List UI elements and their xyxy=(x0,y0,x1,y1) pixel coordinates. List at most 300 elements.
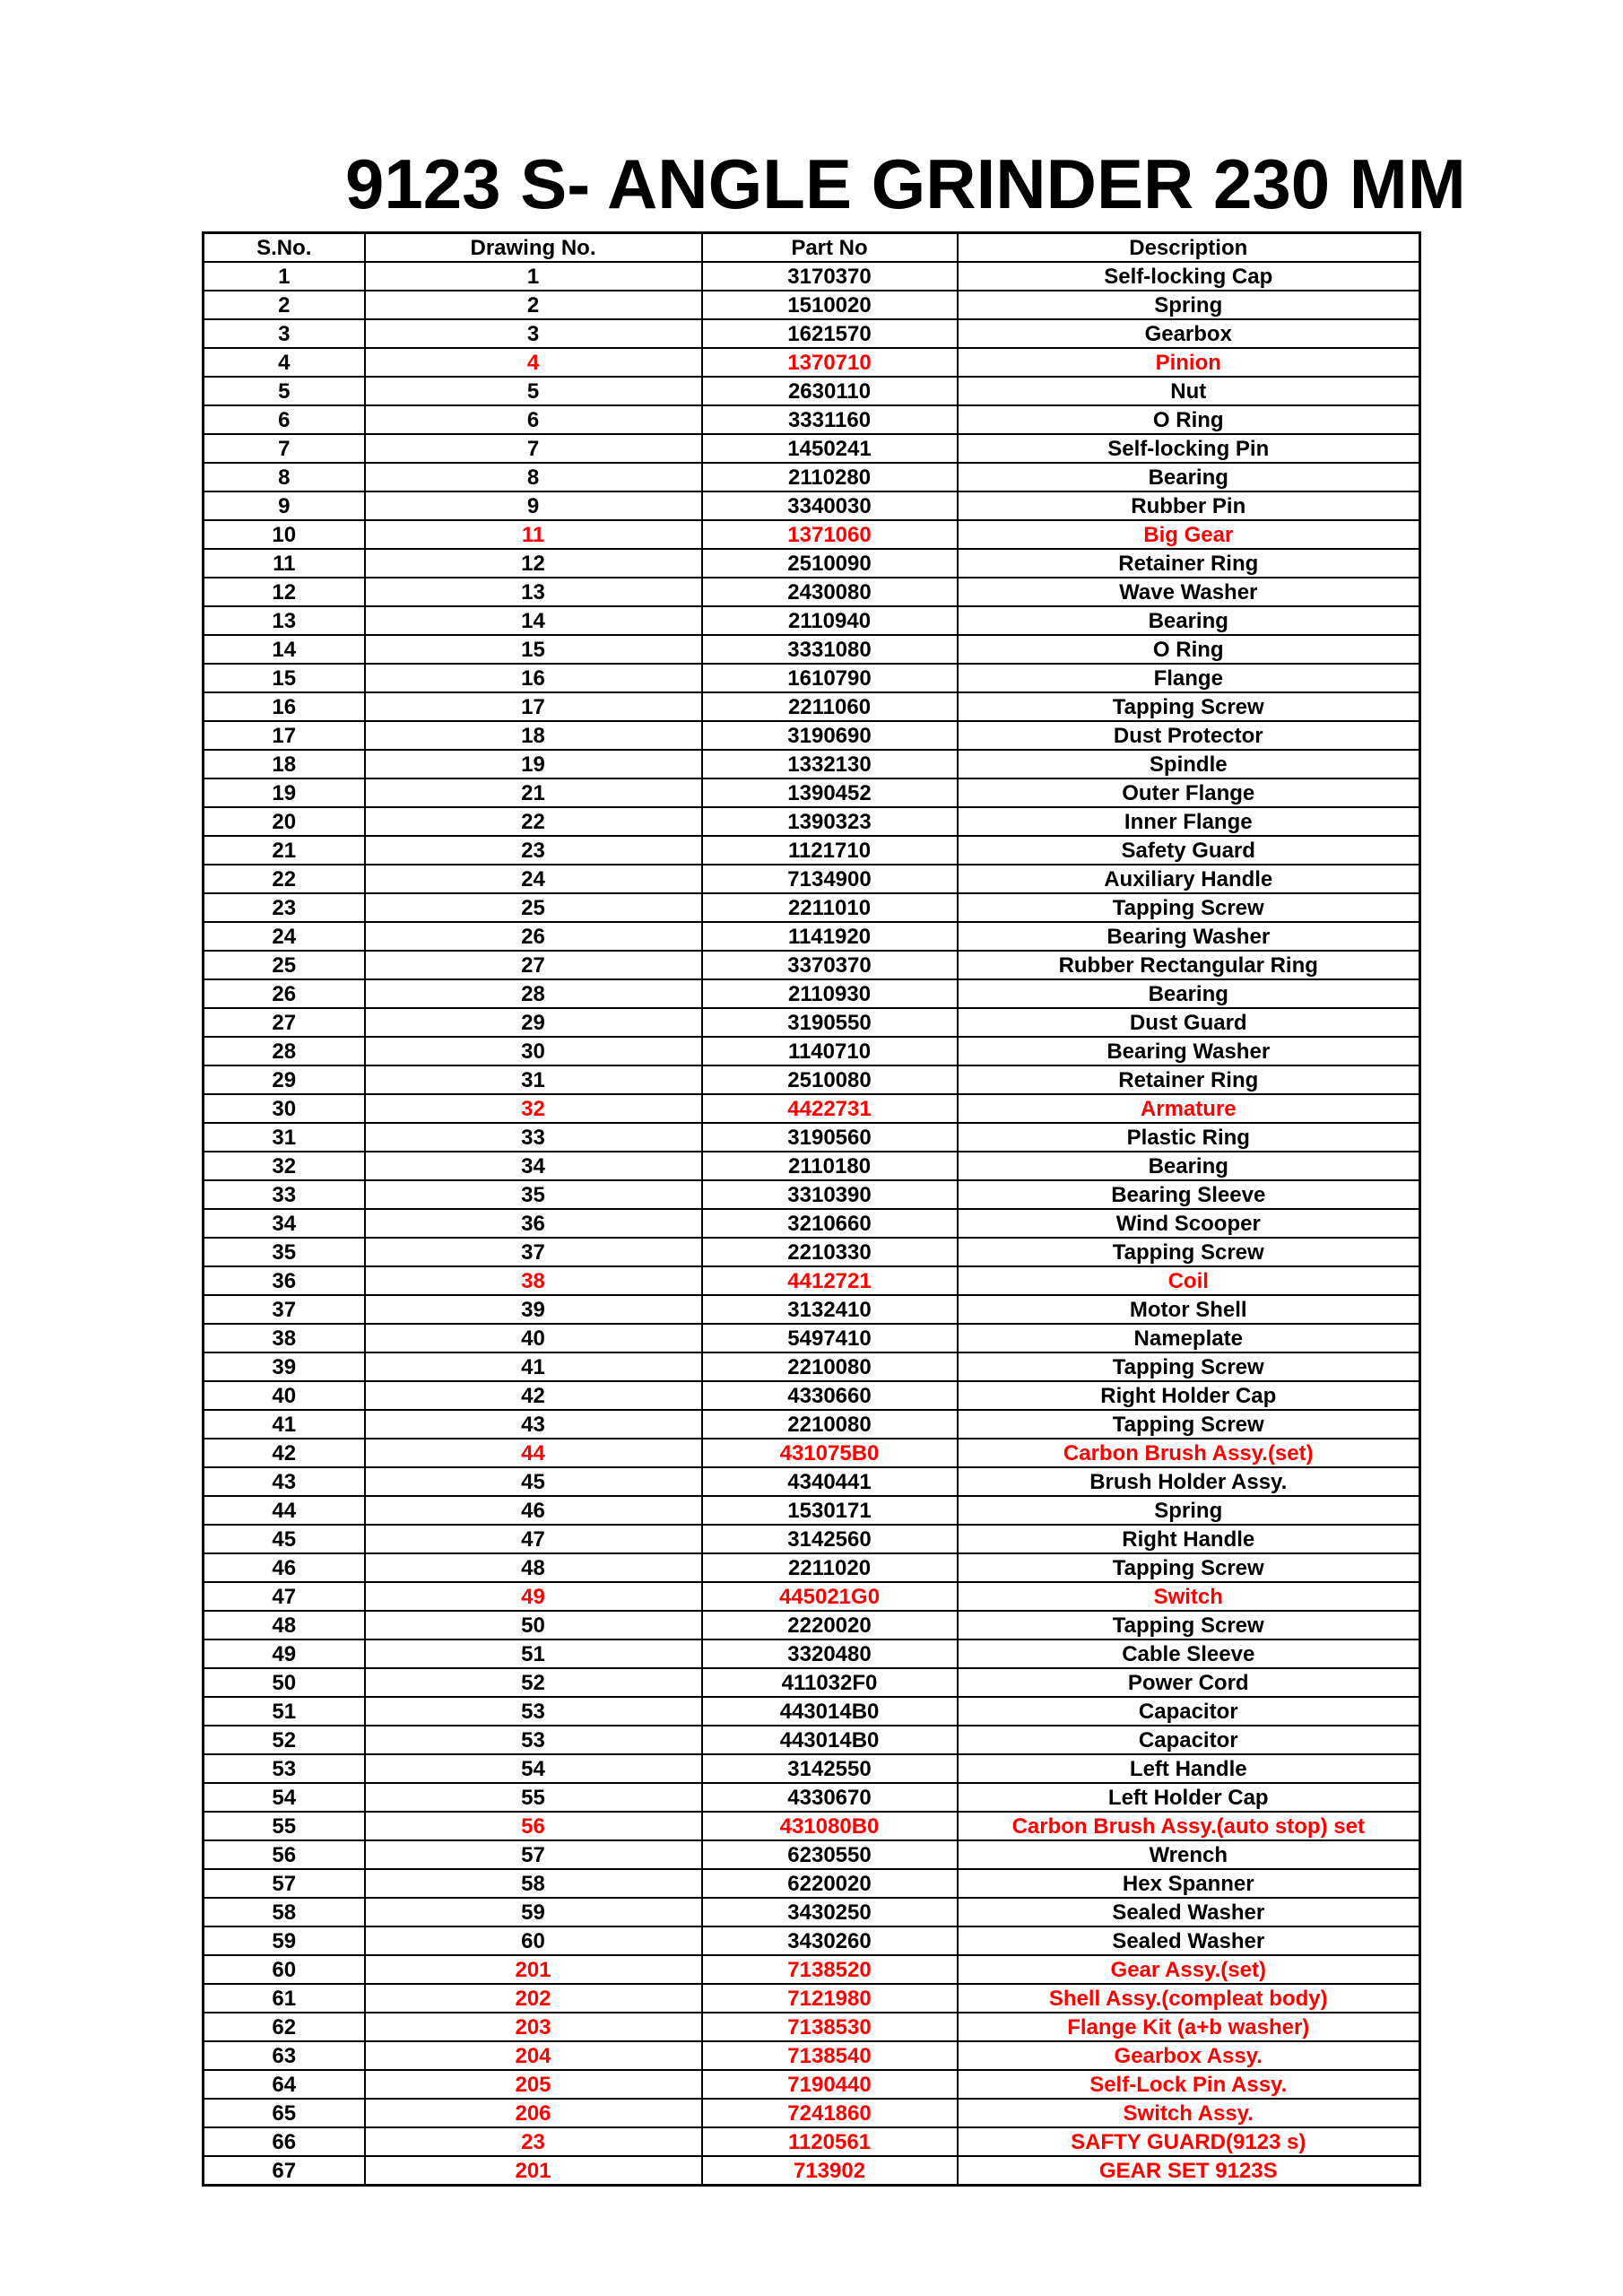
table-row xyxy=(204,1123,1420,1152)
cell-drawing-no: 49 xyxy=(365,1582,702,1611)
cell-description: Carbon Brush Assy.(auto stop) set xyxy=(958,1812,1420,1840)
cell-drawing-no: 203 xyxy=(365,2013,702,2041)
cell-part-no: 1140710 xyxy=(702,1037,958,1065)
table-row xyxy=(204,491,1420,520)
cell-part-no: 4422731 xyxy=(702,1094,958,1123)
table-row xyxy=(204,1037,1420,1065)
table-row xyxy=(204,2127,1420,2156)
cell-description: Self-locking Cap xyxy=(958,262,1420,291)
cell-sno: 12 xyxy=(204,578,365,606)
table-row xyxy=(204,434,1420,463)
cell-sno: 9 xyxy=(204,491,365,520)
cell-part-no: 7138530 xyxy=(702,2013,958,2041)
cell-part-no: 2211010 xyxy=(702,893,958,922)
cell-drawing-no: 9 xyxy=(365,491,702,520)
cell-drawing-no: 58 xyxy=(365,1869,702,1898)
cell-drawing-no: 204 xyxy=(365,2041,702,2070)
cell-part-no: 3190690 xyxy=(702,721,958,750)
cell-description: Power Cord xyxy=(958,1668,1420,1697)
table-row xyxy=(204,721,1420,750)
cell-drawing-no: 3 xyxy=(365,319,702,348)
cell-description: Right Handle xyxy=(958,1525,1420,1553)
cell-drawing-no: 50 xyxy=(365,1611,702,1639)
cell-sno: 55 xyxy=(204,1812,365,1840)
cell-description: Bearing xyxy=(958,606,1420,635)
table-row xyxy=(204,1783,1420,1812)
cell-sno: 7 xyxy=(204,434,365,463)
cell-part-no: 6230550 xyxy=(702,1840,958,1869)
cell-sno: 50 xyxy=(204,1668,365,1697)
cell-description: Gearbox Assy. xyxy=(958,2041,1420,2070)
table-row xyxy=(204,1467,1420,1496)
table-row xyxy=(204,951,1420,979)
table-row xyxy=(204,1324,1420,1352)
cell-part-no: 3132410 xyxy=(702,1295,958,1324)
cell-drawing-no: 5 xyxy=(365,377,702,405)
cell-part-no: 2110930 xyxy=(702,979,958,1008)
cell-part-no: 445021G0 xyxy=(702,1582,958,1611)
cell-sno: 49 xyxy=(204,1639,365,1668)
cell-description: Spring xyxy=(958,291,1420,319)
cell-sno: 61 xyxy=(204,1984,365,2013)
table-row xyxy=(204,979,1420,1008)
cell-part-no: 1510020 xyxy=(702,291,958,319)
cell-part-no: 2510090 xyxy=(702,549,958,578)
cell-part-no: 2110280 xyxy=(702,463,958,491)
cell-drawing-no: 13 xyxy=(365,578,702,606)
cell-part-no: 2110180 xyxy=(702,1152,958,1180)
cell-part-no: 7241860 xyxy=(702,2099,958,2127)
cell-sno: 10 xyxy=(204,520,365,549)
cell-part-no: 2210080 xyxy=(702,1410,958,1439)
cell-part-no: 4340441 xyxy=(702,1467,958,1496)
cell-drawing-no: 38 xyxy=(365,1266,702,1295)
cell-description: Gear Assy.(set) xyxy=(958,1955,1420,1984)
cell-description: Retainer Ring xyxy=(958,549,1420,578)
cell-sno: 52 xyxy=(204,1726,365,1754)
cell-drawing-no: 16 xyxy=(365,664,702,692)
table-row xyxy=(204,1295,1420,1324)
cell-drawing-no: 43 xyxy=(365,1410,702,1439)
cell-part-no: 1332130 xyxy=(702,750,958,778)
cell-drawing-no: 35 xyxy=(365,1180,702,1209)
table-row xyxy=(204,922,1420,951)
cell-part-no: 443014B0 xyxy=(702,1697,958,1726)
cell-part-no: 2110940 xyxy=(702,606,958,635)
cell-drawing-no: 47 xyxy=(365,1525,702,1553)
cell-part-no: 1390323 xyxy=(702,807,958,836)
cell-drawing-no: 19 xyxy=(365,750,702,778)
cell-part-no: 7190440 xyxy=(702,2070,958,2099)
cell-sno: 34 xyxy=(204,1209,365,1238)
cell-drawing-no: 33 xyxy=(365,1123,702,1152)
cell-sno: 48 xyxy=(204,1611,365,1639)
table-row xyxy=(204,1812,1420,1840)
cell-description: Bearing Sleeve xyxy=(958,1180,1420,1209)
cell-description: Self-locking Pin xyxy=(958,434,1420,463)
table-row xyxy=(204,2013,1420,2041)
cell-description: Capacitor xyxy=(958,1726,1420,1754)
cell-part-no: 4412721 xyxy=(702,1266,958,1295)
cell-sno: 29 xyxy=(204,1065,365,1094)
cell-description: Retainer Ring xyxy=(958,1065,1420,1094)
cell-drawing-no: 27 xyxy=(365,951,702,979)
cell-part-no: 431080B0 xyxy=(702,1812,958,1840)
cell-drawing-no: 30 xyxy=(365,1037,702,1065)
cell-drawing-no: 6 xyxy=(365,405,702,434)
cell-sno: 13 xyxy=(204,606,365,635)
cell-drawing-no: 25 xyxy=(365,893,702,922)
cell-part-no: 431075B0 xyxy=(702,1439,958,1467)
cell-part-no: 2211060 xyxy=(702,692,958,721)
cell-part-no: 3190560 xyxy=(702,1123,958,1152)
cell-part-no: 1610790 xyxy=(702,664,958,692)
cell-drawing-no: 205 xyxy=(365,2070,702,2099)
cell-drawing-no: 21 xyxy=(365,778,702,807)
table-row xyxy=(204,1611,1420,1639)
cell-part-no: 411032F0 xyxy=(702,1668,958,1697)
table-row xyxy=(204,1553,1420,1582)
table-row xyxy=(204,1094,1420,1123)
cell-sno: 41 xyxy=(204,1410,365,1439)
cell-description: Brush Holder Assy. xyxy=(958,1467,1420,1496)
cell-sno: 4 xyxy=(204,348,365,377)
table-row xyxy=(204,1180,1420,1209)
cell-sno: 64 xyxy=(204,2070,365,2099)
table-row xyxy=(204,1410,1420,1439)
cell-part-no: 713902 xyxy=(702,2156,958,2186)
cell-drawing-no: 32 xyxy=(365,1094,702,1123)
cell-part-no: 2211020 xyxy=(702,1553,958,1582)
cell-description: Tapping Screw xyxy=(958,893,1420,922)
table-row xyxy=(204,750,1420,778)
cell-part-no: 3331160 xyxy=(702,405,958,434)
cell-description: Spring xyxy=(958,1496,1420,1525)
table-row xyxy=(204,319,1420,348)
cell-sno: 2 xyxy=(204,291,365,319)
table-row xyxy=(204,807,1420,836)
cell-part-no: 3320480 xyxy=(702,1639,958,1668)
cell-sno: 19 xyxy=(204,778,365,807)
header-part-no: Part No xyxy=(702,233,958,263)
table-row xyxy=(204,1754,1420,1783)
cell-sno: 47 xyxy=(204,1582,365,1611)
table-row xyxy=(204,2041,1420,2070)
cell-drawing-no: 26 xyxy=(365,922,702,951)
cell-sno: 54 xyxy=(204,1783,365,1812)
table-header-row xyxy=(204,233,1420,263)
cell-drawing-no: 201 xyxy=(365,1955,702,1984)
cell-drawing-no: 53 xyxy=(365,1726,702,1754)
cell-drawing-no: 34 xyxy=(365,1152,702,1180)
cell-sno: 51 xyxy=(204,1697,365,1726)
cell-part-no: 3370370 xyxy=(702,951,958,979)
cell-description: Motor Shell xyxy=(958,1295,1420,1324)
cell-drawing-no: 24 xyxy=(365,865,702,893)
cell-sno: 22 xyxy=(204,865,365,893)
cell-part-no: 3331080 xyxy=(702,635,958,664)
cell-drawing-no: 8 xyxy=(365,463,702,491)
table-row xyxy=(204,1697,1420,1726)
cell-drawing-no: 7 xyxy=(365,434,702,463)
table-row xyxy=(204,1008,1420,1037)
cell-sno: 32 xyxy=(204,1152,365,1180)
cell-sno: 8 xyxy=(204,463,365,491)
cell-sno: 30 xyxy=(204,1094,365,1123)
cell-sno: 1 xyxy=(204,262,365,291)
table-body xyxy=(204,262,1420,2186)
cell-drawing-no: 202 xyxy=(365,1984,702,2013)
cell-sno: 60 xyxy=(204,1955,365,1984)
cell-sno: 28 xyxy=(204,1037,365,1065)
cell-description: Armature xyxy=(958,1094,1420,1123)
cell-description: Dust Protector xyxy=(958,721,1420,750)
cell-sno: 5 xyxy=(204,377,365,405)
cell-sno: 3 xyxy=(204,319,365,348)
cell-sno: 11 xyxy=(204,549,365,578)
table-row xyxy=(204,606,1420,635)
header-description: Description xyxy=(958,233,1420,263)
cell-part-no: 1621570 xyxy=(702,319,958,348)
cell-part-no: 3142550 xyxy=(702,1754,958,1783)
cell-description: Bearing xyxy=(958,1152,1420,1180)
cell-sno: 42 xyxy=(204,1439,365,1467)
cell-description: Nameplate xyxy=(958,1324,1420,1352)
cell-drawing-no: 28 xyxy=(365,979,702,1008)
cell-description: Spindle xyxy=(958,750,1420,778)
cell-sno: 62 xyxy=(204,2013,365,2041)
cell-part-no: 3430260 xyxy=(702,1926,958,1955)
cell-part-no: 5497410 xyxy=(702,1324,958,1352)
cell-description: Outer Flange xyxy=(958,778,1420,807)
cell-description: Tapping Screw xyxy=(958,1410,1420,1439)
cell-part-no: 2430080 xyxy=(702,578,958,606)
cell-part-no: 2220020 xyxy=(702,1611,958,1639)
cell-description: Gearbox xyxy=(958,319,1420,348)
cell-description: Carbon Brush Assy.(set) xyxy=(958,1439,1420,1467)
table-row xyxy=(204,463,1420,491)
table-row xyxy=(204,635,1420,664)
cell-drawing-no: 17 xyxy=(365,692,702,721)
table-row xyxy=(204,1726,1420,1754)
table-row xyxy=(204,1898,1420,1926)
cell-drawing-no: 37 xyxy=(365,1238,702,1266)
table-row xyxy=(204,836,1420,865)
cell-description: Shell Assy.(compleat body) xyxy=(958,1984,1420,2013)
cell-sno: 67 xyxy=(204,2156,365,2186)
cell-sno: 23 xyxy=(204,893,365,922)
cell-description: Pinion xyxy=(958,348,1420,377)
cell-drawing-no: 2 xyxy=(365,291,702,319)
cell-description: Self-Lock Pin Assy. xyxy=(958,2070,1420,2099)
cell-part-no: 1390452 xyxy=(702,778,958,807)
cell-drawing-no: 56 xyxy=(365,1812,702,1840)
cell-sno: 46 xyxy=(204,1553,365,1582)
parts-table xyxy=(202,231,1421,2187)
cell-drawing-no: 4 xyxy=(365,348,702,377)
cell-description: Bearing xyxy=(958,979,1420,1008)
cell-drawing-no: 12 xyxy=(365,549,702,578)
cell-sno: 65 xyxy=(204,2099,365,2127)
cell-drawing-no: 60 xyxy=(365,1926,702,1955)
cell-description: Capacitor xyxy=(958,1697,1420,1726)
cell-sno: 66 xyxy=(204,2127,365,2156)
cell-description: Flange Kit (a+b washer) xyxy=(958,2013,1420,2041)
cell-description: Wave Washer xyxy=(958,578,1420,606)
cell-description: Wrench xyxy=(958,1840,1420,1869)
cell-sno: 43 xyxy=(204,1467,365,1496)
cell-drawing-no: 39 xyxy=(365,1295,702,1324)
cell-drawing-no: 59 xyxy=(365,1898,702,1926)
cell-description: Sealed Washer xyxy=(958,1926,1420,1955)
cell-drawing-no: 14 xyxy=(365,606,702,635)
cell-description: Wind Scooper xyxy=(958,1209,1420,1238)
table-row xyxy=(204,1984,1420,2013)
cell-sno: 40 xyxy=(204,1381,365,1410)
cell-description: O Ring xyxy=(958,635,1420,664)
cell-sno: 59 xyxy=(204,1926,365,1955)
cell-drawing-no: 45 xyxy=(365,1467,702,1496)
cell-sno: 53 xyxy=(204,1754,365,1783)
table-row xyxy=(204,262,1420,291)
cell-sno: 16 xyxy=(204,692,365,721)
cell-part-no: 2210080 xyxy=(702,1352,958,1381)
table-row xyxy=(204,1238,1420,1266)
cell-description: SAFTY GUARD(9123 s) xyxy=(958,2127,1420,2156)
cell-part-no: 4330660 xyxy=(702,1381,958,1410)
cell-drawing-no: 29 xyxy=(365,1008,702,1037)
cell-drawing-no: 206 xyxy=(365,2099,702,2127)
cell-part-no: 1370710 xyxy=(702,348,958,377)
cell-description: Rubber Rectangular Ring xyxy=(958,951,1420,979)
cell-part-no: 1450241 xyxy=(702,434,958,463)
table-row xyxy=(204,865,1420,893)
table-row xyxy=(204,520,1420,549)
cell-description: Hex Spanner xyxy=(958,1869,1420,1898)
cell-sno: 24 xyxy=(204,922,365,951)
cell-part-no: 3430250 xyxy=(702,1898,958,1926)
cell-description: Dust Guard xyxy=(958,1008,1420,1037)
cell-description: Bearing xyxy=(958,463,1420,491)
cell-part-no: 7138520 xyxy=(702,1955,958,1984)
table-row xyxy=(204,405,1420,434)
cell-part-no: 1141920 xyxy=(702,922,958,951)
cell-description: Switch Assy. xyxy=(958,2099,1420,2127)
cell-description: Right Holder Cap xyxy=(958,1381,1420,1410)
cell-drawing-no: 48 xyxy=(365,1553,702,1582)
cell-part-no: 1120561 xyxy=(702,2127,958,2156)
table-row xyxy=(204,2156,1420,2186)
cell-part-no: 7121980 xyxy=(702,1984,958,2013)
table-row xyxy=(204,1381,1420,1410)
cell-sno: 20 xyxy=(204,807,365,836)
cell-description: Tapping Screw xyxy=(958,1238,1420,1266)
cell-part-no: 7134900 xyxy=(702,865,958,893)
cell-part-no: 2630110 xyxy=(702,377,958,405)
cell-part-no: 3210660 xyxy=(702,1209,958,1238)
cell-sno: 27 xyxy=(204,1008,365,1037)
cell-part-no: 2510080 xyxy=(702,1065,958,1094)
cell-part-no: 6220020 xyxy=(702,1869,958,1898)
cell-sno: 39 xyxy=(204,1352,365,1381)
cell-sno: 33 xyxy=(204,1180,365,1209)
cell-description: Auxiliary Handle xyxy=(958,865,1420,893)
table-row xyxy=(204,692,1420,721)
cell-sno: 36 xyxy=(204,1266,365,1295)
cell-drawing-no: 22 xyxy=(365,807,702,836)
cell-drawing-no: 23 xyxy=(365,2127,702,2156)
table-row xyxy=(204,1525,1420,1553)
cell-part-no: 2210330 xyxy=(702,1238,958,1266)
cell-description: Rubber Pin xyxy=(958,491,1420,520)
table-row xyxy=(204,2099,1420,2127)
cell-part-no: 3190550 xyxy=(702,1008,958,1037)
cell-description: O Ring xyxy=(958,405,1420,434)
table-row xyxy=(204,2070,1420,2099)
cell-sno: 21 xyxy=(204,836,365,865)
cell-sno: 18 xyxy=(204,750,365,778)
cell-drawing-no: 36 xyxy=(365,1209,702,1238)
cell-description: Coil xyxy=(958,1266,1420,1295)
table-row xyxy=(204,291,1420,319)
cell-sno: 6 xyxy=(204,405,365,434)
cell-sno: 17 xyxy=(204,721,365,750)
cell-description: Left Handle xyxy=(958,1754,1420,1783)
cell-drawing-no: 11 xyxy=(365,520,702,549)
cell-description: Flange xyxy=(958,664,1420,692)
cell-drawing-no: 44 xyxy=(365,1439,702,1467)
cell-sno: 15 xyxy=(204,664,365,692)
table-row xyxy=(204,1209,1420,1238)
cell-drawing-no: 42 xyxy=(365,1381,702,1410)
cell-sno: 31 xyxy=(204,1123,365,1152)
cell-description: Bearing Washer xyxy=(958,1037,1420,1065)
table-row xyxy=(204,1668,1420,1697)
table-row xyxy=(204,1582,1420,1611)
cell-description: Big Gear xyxy=(958,520,1420,549)
cell-drawing-no: 23 xyxy=(365,836,702,865)
cell-drawing-no: 53 xyxy=(365,1697,702,1726)
table-row xyxy=(204,1639,1420,1668)
cell-description: Bearing Washer xyxy=(958,922,1420,951)
cell-description: Tapping Screw xyxy=(958,1611,1420,1639)
cell-part-no: 7138540 xyxy=(702,2041,958,2070)
cell-drawing-no: 55 xyxy=(365,1783,702,1812)
cell-description: Cable Sleeve xyxy=(958,1639,1420,1668)
cell-part-no: 3340030 xyxy=(702,491,958,520)
cell-sno: 25 xyxy=(204,951,365,979)
cell-drawing-no: 46 xyxy=(365,1496,702,1525)
cell-sno: 56 xyxy=(204,1840,365,1869)
table-row xyxy=(204,1352,1420,1381)
table-row xyxy=(204,377,1420,405)
cell-part-no: 3142560 xyxy=(702,1525,958,1553)
cell-description: Safety Guard xyxy=(958,836,1420,865)
table-row xyxy=(204,893,1420,922)
table-row xyxy=(204,1152,1420,1180)
cell-part-no: 4330670 xyxy=(702,1783,958,1812)
cell-sno: 45 xyxy=(204,1525,365,1553)
cell-description: Switch xyxy=(958,1582,1420,1611)
table-row xyxy=(204,1266,1420,1295)
cell-sno: 58 xyxy=(204,1898,365,1926)
cell-part-no: 443014B0 xyxy=(702,1726,958,1754)
cell-drawing-no: 15 xyxy=(365,635,702,664)
table-row xyxy=(204,1926,1420,1955)
cell-description: GEAR SET 9123S xyxy=(958,2156,1420,2186)
cell-sno: 44 xyxy=(204,1496,365,1525)
cell-drawing-no: 54 xyxy=(365,1754,702,1783)
